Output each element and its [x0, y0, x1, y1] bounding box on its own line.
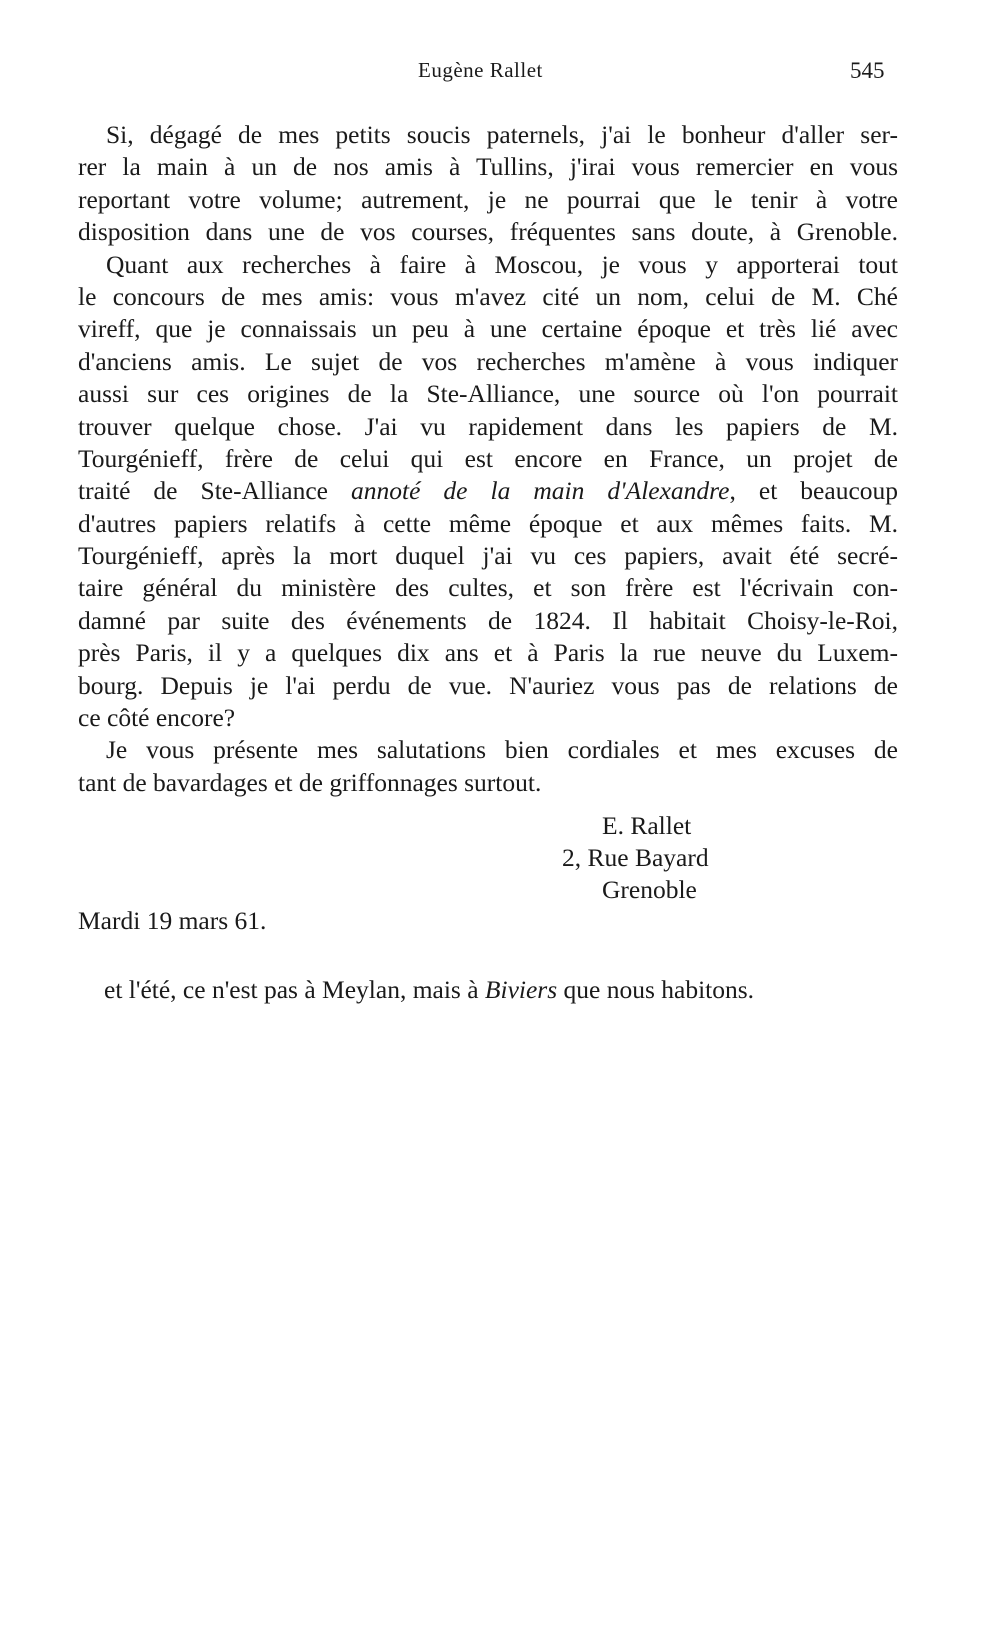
text-line: bourg. Depuis je l'ai perdu de vue. N'auriez vous pas de relations de: [78, 670, 898, 700]
letter-date: Mardi 19 mars 61.: [78, 906, 267, 935]
text-segment: , et beaucoup: [729, 476, 899, 506]
text-line: rer la main à un de nos amis à Tullins, j'irai vous remercier en vous: [78, 152, 898, 182]
postscript-text: et l'été, ce n'est pas à Meylan, mais à: [104, 975, 485, 1004]
postscript: [104, 975, 754, 1005]
running-head: Eugène Rallet: [418, 58, 543, 82]
text-line: tant de bavardages et de griffonnages surtout.: [78, 767, 542, 797]
text-line: aussi sur ces origines de la Ste-Alliance, une source où l'on pourrait: [78, 379, 898, 409]
text-line: près Paris, il y a quelques dix ans et à Paris la rue neuve du Luxem-: [78, 638, 898, 668]
text-line: reportant votre volume; autrement, je ne pourrai que le tenir à votre: [78, 184, 898, 214]
text-line: d'autres papiers relatifs à cette même époque et aux mêmes faits. M.: [78, 508, 898, 538]
text-line: ce côté encore?: [78, 703, 236, 733]
text-line-mixed: [78, 475, 898, 507]
italic-phrase: annoté de la main d'Alexandre: [351, 476, 730, 506]
text-line: taire général du ministère des cultes, et son frère est l'écrivain con-: [78, 573, 898, 603]
text-line: trouver quelque chose. J'ai vu rapidement dans les papiers de M.: [78, 411, 898, 441]
text-line: disposition dans une de vos courses, fréquentes sans doute, à Grenoble.: [78, 217, 898, 247]
text-line: Tourgénieff, frère de celui qui est encore en France, un projet de: [78, 443, 898, 473]
text-line: le concours de mes amis: vous m'avez cité un nom, celui de M. Ché: [78, 281, 898, 311]
postscript-place: Biviers: [484, 975, 558, 1004]
text-line: d'anciens amis. Le sujet de vos recherches m'amène à vous indiquer: [78, 346, 898, 376]
letter-body: [78, 119, 898, 799]
signature-street: 2, Rue Bayard: [562, 843, 709, 872]
text-segment: traité de Ste-Alliance: [78, 476, 328, 506]
signature-city: Grenoble: [602, 875, 697, 904]
postscript-text: que nous habitons.: [557, 975, 755, 1004]
text-line: Tourgénieff, après la mort duquel j'ai vu ces papiers, avait été secré-: [78, 541, 898, 571]
text-line: Quant aux recherches à faire à Moscou, je vous y apporterai tout: [106, 249, 898, 279]
text-line: vireff, que je connaissais un peu à une certaine époque et très lié avec: [78, 314, 898, 344]
page-number: 545: [850, 58, 885, 83]
signature-name: E. Rallet: [602, 811, 692, 840]
text-line: damné par suite des événements de 1824. Il habitait Choisy-le-Roi,: [78, 605, 898, 635]
text-line: Si, dégagé de mes petits soucis paternels, j'ai le bonheur d'aller ser-: [106, 120, 898, 149]
text-line: Je vous présente mes salutations bien cordiales et mes excuses de: [106, 735, 898, 765]
